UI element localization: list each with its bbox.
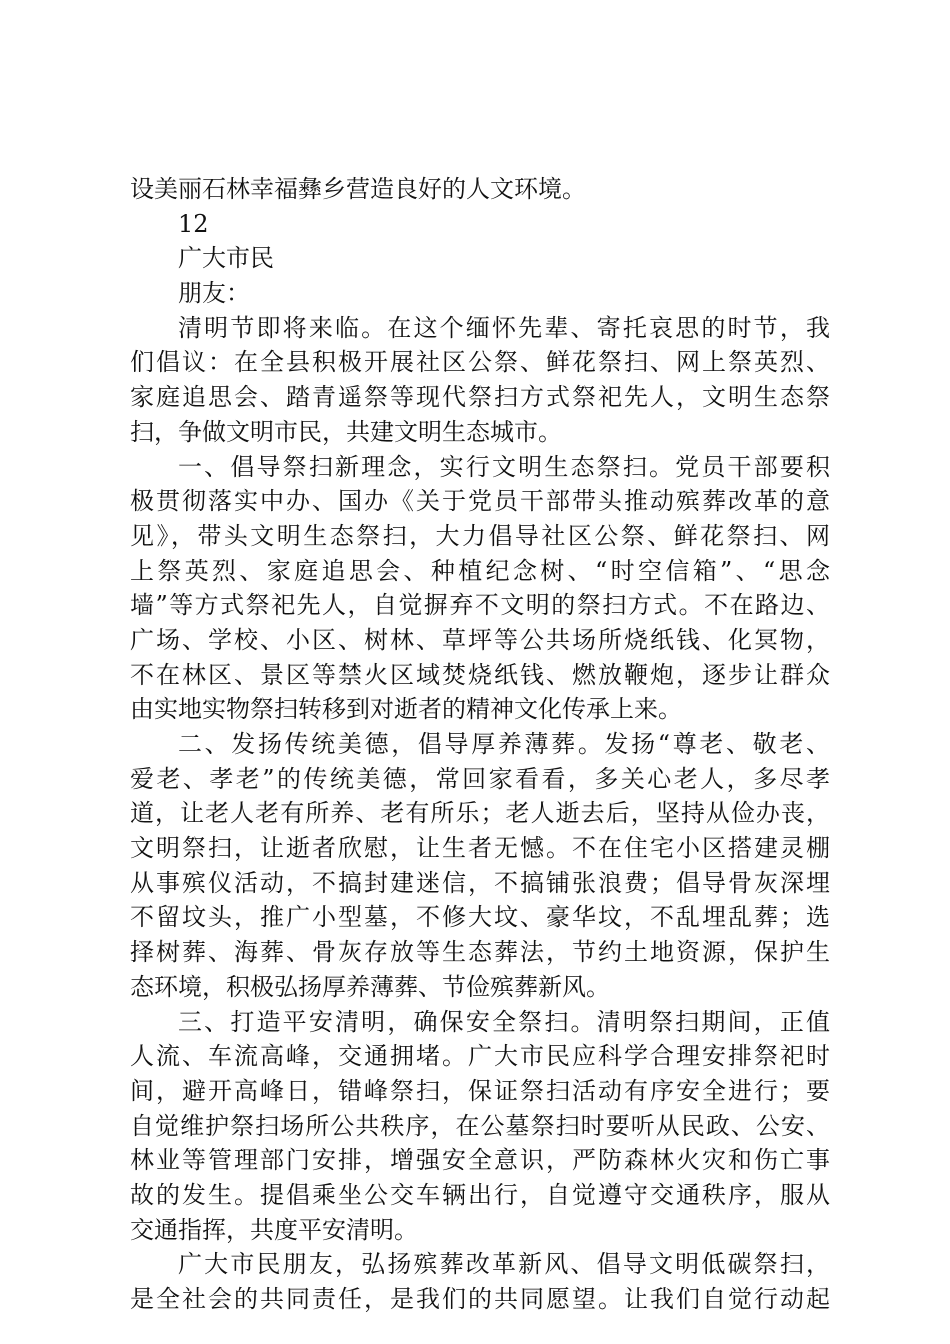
text-line: 由实地实物祭扫转移到对逝者的精神文化传承上来。: [130, 695, 682, 724]
text-line: 间，避开高峰日，错峰祭扫，保证祭扫活动有序安全进行；要: [130, 1076, 830, 1105]
text-line: 家庭追思会、踏青遥祭等现代祭扫方式祭祀先人，文明生态祭: [130, 383, 830, 412]
text-line: 朋友：: [178, 279, 250, 308]
text-line: 一、倡导祭扫新理念，实行文明生态祭扫。党员干部要积: [178, 452, 830, 481]
text-line: 故的发生。提倡乘坐公交车辆出行，自觉遵守交通秩序，服从: [130, 1180, 830, 1209]
text-line: 二、发扬传统美德，倡导厚养薄葬。发扬“尊老、敬老、: [178, 730, 830, 758]
text-line: 设美丽石林幸福彝乡营造良好的人文环境。: [130, 175, 586, 203]
text-line: 扫，争做文明市民，共建文明生态城市。: [130, 417, 562, 446]
text-line: 墙”等方式祭祀先人，自觉摒弃不文明的祭扫方式。不在路边、: [130, 591, 830, 620]
text-line: 道，让老人老有所养、老有所乐；老人逝去后，坚持从俭办丧，: [130, 799, 830, 828]
text-line: 广大市民朋友，弘扬殡葬改革新风、倡导文明低碳祭扫，: [178, 1250, 830, 1279]
text-line: 清明节即将来临。在这个缅怀先辈、寄托哀思的时节，我: [178, 313, 830, 342]
text-line: 是全社会的共同责任，是我们的共同愿望。让我们自觉行动起: [130, 1285, 830, 1313]
text-line: 广大市民: [178, 244, 274, 273]
text-line: 极贯彻落实中办、国办《关于党员干部带头推动殡葬改革的意: [130, 487, 830, 516]
text-line: 态环境，积极弘扬厚养薄葬、节俭殡葬新风。: [130, 972, 610, 1001]
text-line: 们倡议：在全县积极开展社区公祭、鲜花祭扫、网上祭英烈、: [130, 348, 830, 377]
text-line: 爱老、孝老”的传统美德，常回家看看，多关心老人，多尽孝: [130, 764, 830, 793]
text-line: 见》，带头文明生态祭扫，大力倡导社区公祭、鲜花祭扫、网: [130, 521, 830, 550]
text-line: 不在林区、景区等禁火区域焚烧纸钱、燃放鞭炮，逐步让群众: [130, 660, 830, 689]
text-line: 三、打造平安清明，确保安全祭扫。清明祭扫期间，正值: [178, 1007, 830, 1036]
text-line: 交通指挥，共度平安清明。: [130, 1215, 418, 1244]
text-line: 从事殡仪活动，不搞封建迷信，不搞铺张浪费；倡导骨灰深埋: [130, 868, 830, 897]
text-line: 择树葬、海葬、骨灰存放等生态葬法，节约土地资源，保护生: [130, 938, 830, 967]
text-line: 人流、车流高峰，交通拥堵。广大市民应科学合理安排祭祀时: [130, 1042, 830, 1071]
text-line: 上祭英烈、家庭追思会、种植纪念树、“时空信箱”、“思念: [130, 556, 830, 585]
text-line: 文明祭扫，让逝者欣慰，让生者无憾。不在住宅小区搭建灵棚: [130, 834, 830, 863]
document-body: [130, 172, 830, 1317]
text-line: 自觉维护祭扫场所公共秩序，在公墓祭扫时要听从民政、公安、: [130, 1111, 830, 1140]
text-line: 林业等管理部门安排，增强安全意识，严防森林火灾和伤亡事: [130, 1146, 830, 1175]
text-line: 不留坟头，推广小型墓，不修大坟、豪华坟，不乱埋乱葬；选: [130, 903, 830, 932]
text-line: 12: [178, 209, 209, 238]
text-line: 广场、学校、小区、树林、草坪等公共场所烧纸钱、化冥物，: [130, 625, 830, 654]
